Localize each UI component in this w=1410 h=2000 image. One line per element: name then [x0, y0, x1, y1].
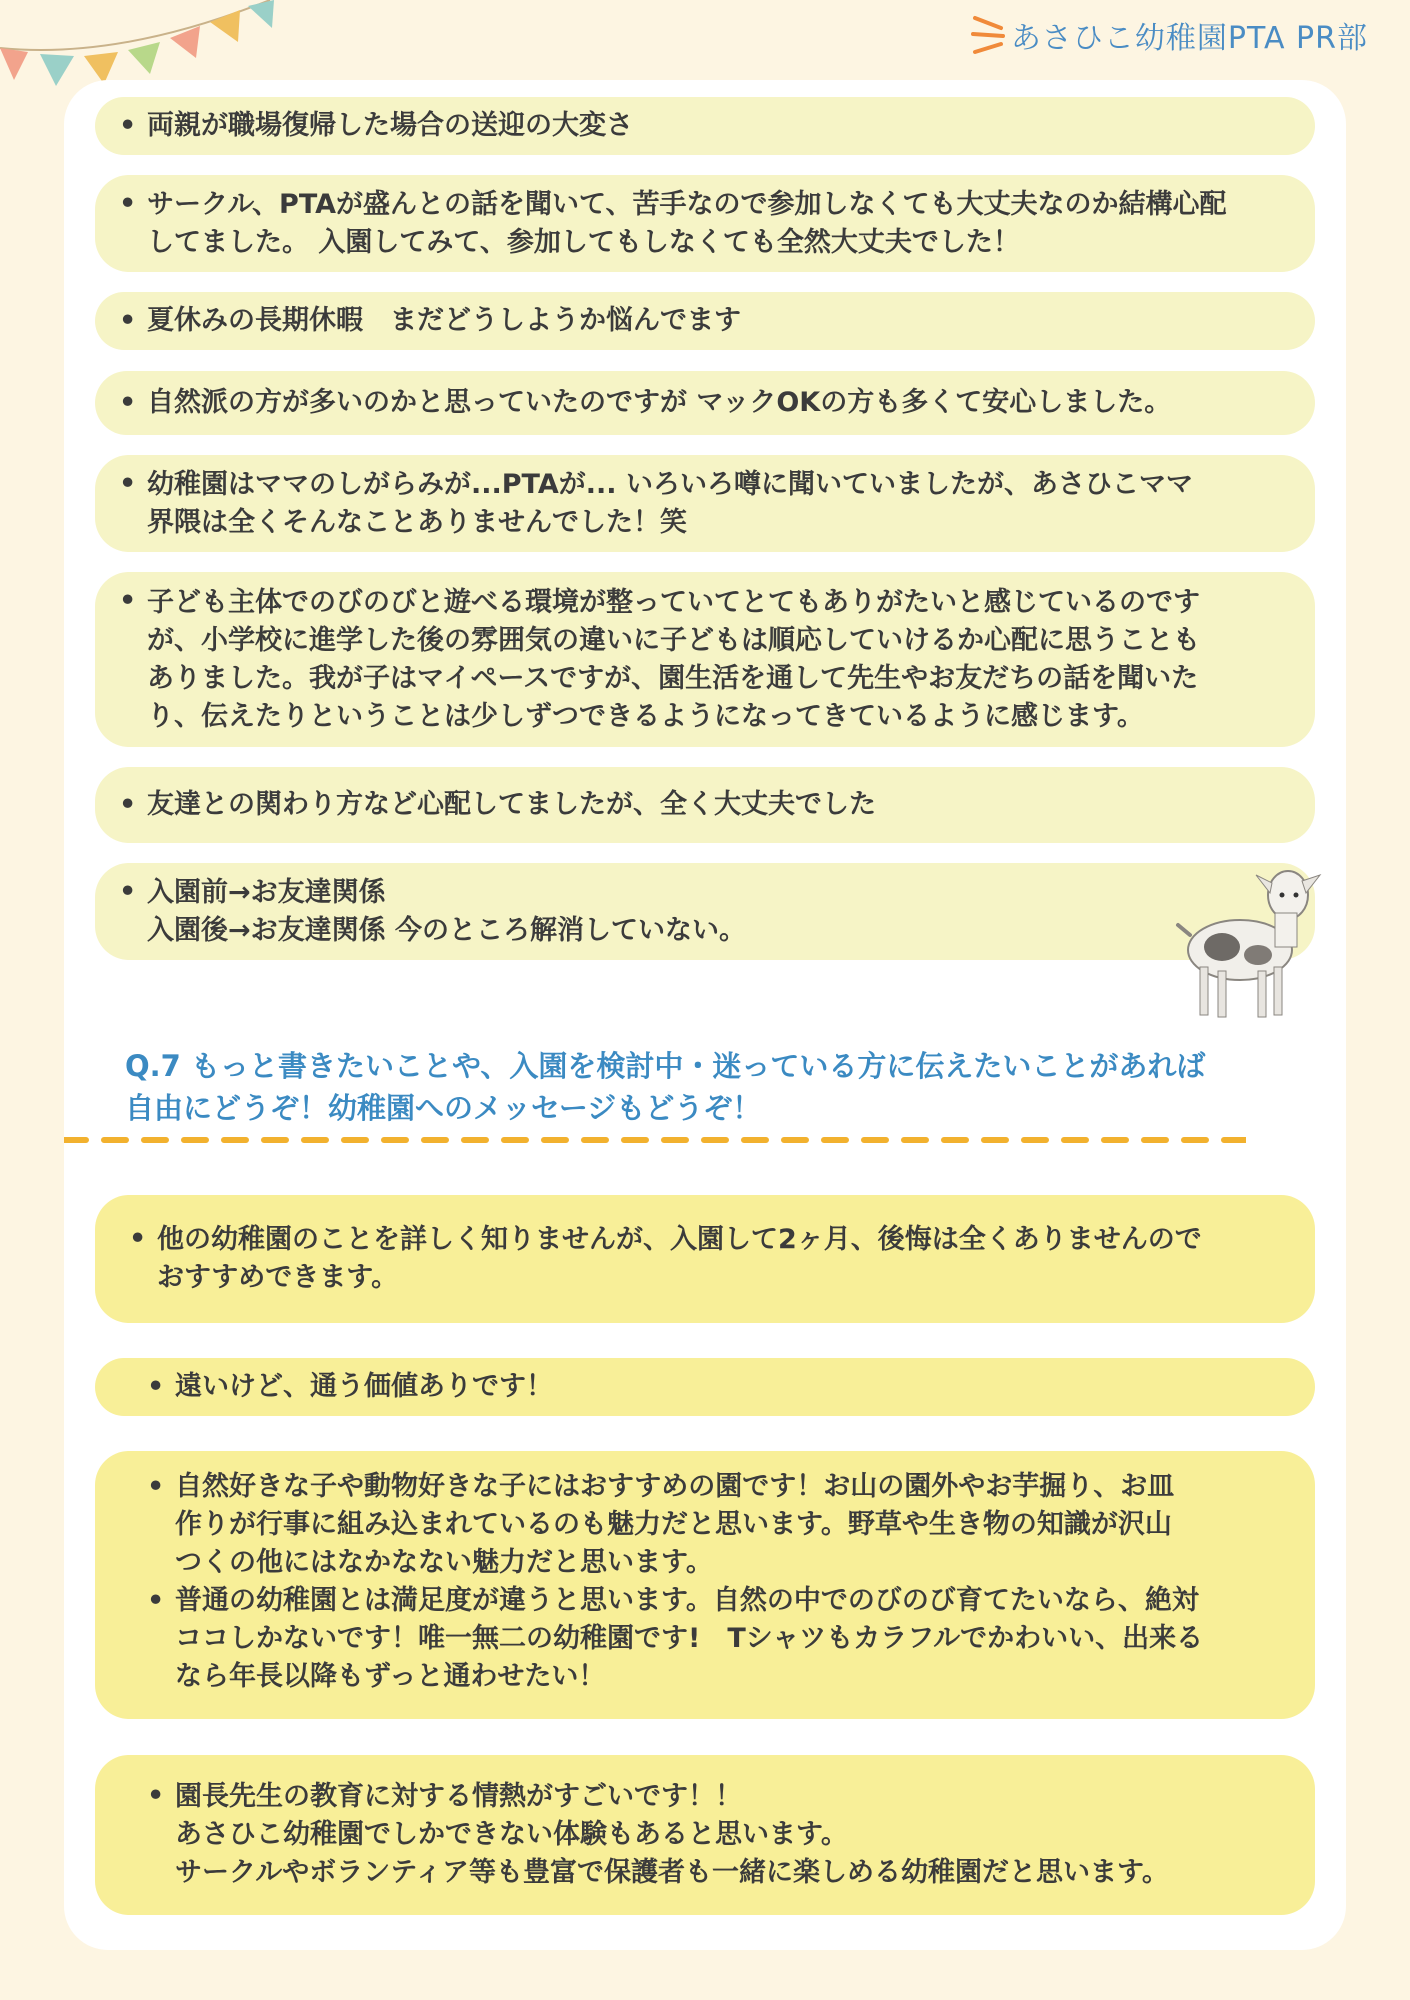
comment-text: 子ども主体でのびのびと遊べる環境が整っていてとてもありがたいと感じているのです が、小学校に進学した後の雰囲気の違いに子どもは順応していけるか心配に思うことも ありました。我が子はマイペースですが、園生活を通して先生やお友だちの話を聞いた り、伝えたりということは少しずつできるようになってきているように感じます。: [147, 586, 1200, 732]
bullet: •: [147, 1585, 165, 1616]
question-line-2: 自由にどうぞ！幼稚園へのメッセージもどうぞ！: [125, 1091, 762, 1125]
question-heading: [125, 1045, 1325, 1129]
message-text: 園長先生の教育に対する情熱がすごいです！！ あさひこ幼稚園でしかできない体験もあると思います。 サークルやボランティア等も豊富で保護者も一緒に楽しめる幼稚園だと思います。: [175, 1781, 1169, 1888]
bullet: •: [119, 387, 137, 418]
comment-bubble: [95, 863, 1315, 960]
bullet: •: [147, 1371, 165, 1402]
bullet: •: [119, 876, 137, 907]
comment-text: 両親が職場復帰した場合の送迎の大変さ: [147, 110, 633, 141]
header-title: [971, 12, 1368, 58]
comment-text: 自然派の方が多いのかと思っていたのですが マックOKの方も多くて安心しました。: [147, 387, 1172, 418]
comment-text: サークル、PTAが盛んとの話を聞いて、苦手なので参加しなくても大丈夫なのか結構心配 してました。 入園してみて、参加してもしなくても全然大丈夫でした！: [147, 188, 1227, 258]
message-text: 他の幼稚園のことを詳しく知りませんが、入園して2ヶ月、後悔は全くありませんので おすすめできます。: [157, 1224, 1202, 1293]
bullet: •: [147, 1471, 165, 1502]
message-bubble: [95, 1195, 1315, 1323]
message-bubble: [95, 1358, 1315, 1416]
comment-bubble: [95, 97, 1315, 155]
goat-illustration: [1160, 855, 1330, 1025]
comment-text: 幼稚園はママのしがらみが...PTAが... いろいろ噂に聞いていましたが、あさひこママ 界隈は全くそんなことありませんでした！笑: [147, 468, 1193, 538]
bullet: •: [119, 789, 137, 820]
dashed-divider: [64, 1130, 1246, 1150]
bullet: •: [119, 188, 137, 219]
comment-bubble: [95, 455, 1315, 552]
bullet: •: [119, 110, 137, 141]
bullet: •: [147, 1780, 165, 1811]
bullet: •: [119, 585, 137, 616]
bullet: •: [129, 1223, 147, 1254]
message-item: [147, 1582, 1285, 1696]
message-text: 自然好きな子や動物好きな子にはおすすめの園です！お山の園外やお芋掘り、お皿 作りが行事に組み込まれているのも魅力だと思います。野草や生き物の知識が沢山 つくの他にはなかなない魅力だと思います。: [175, 1471, 1175, 1578]
comment-text: 入園前→お友達関係 入園後→お友達関係 今のところ解消していない。: [147, 876, 747, 946]
comment-bubble: [95, 175, 1315, 272]
message-bubble: [95, 1755, 1315, 1915]
question-line-1: Q.7 もっと書きたいことや、入園を検討中・迷っている方に伝えたいことがあれば: [125, 1049, 1206, 1083]
bullet: •: [119, 305, 137, 336]
sparkle-icon: [971, 12, 1007, 58]
bullet: •: [119, 468, 137, 499]
comment-bubble: [95, 572, 1315, 747]
comment-text: 夏休みの長期休暇 まだどうしようか悩んでます: [147, 305, 741, 336]
header-title-text: あさひこ幼稚園PTA PR部: [1010, 21, 1368, 56]
message-item: [147, 1468, 1285, 1582]
message-bubble: [95, 1451, 1315, 1719]
comment-bubble: [95, 292, 1315, 350]
comment-bubble: [95, 371, 1315, 435]
message-text: 普通の幼稚園とは満足度が違うと思います。自然の中でのびのび育てたいなら、絶対 ココしかないです！唯一無二の幼稚園です! Tシャツもカラフルでかわいい、出来る なら年長以降もずっと通わせたい！: [175, 1585, 1204, 1692]
comment-bubble: [95, 767, 1315, 843]
message-text: 遠いけど、通う価値ありです！: [175, 1371, 553, 1402]
comment-text: 友達との関わり方など心配してましたが、全く大丈夫でした: [147, 789, 876, 820]
